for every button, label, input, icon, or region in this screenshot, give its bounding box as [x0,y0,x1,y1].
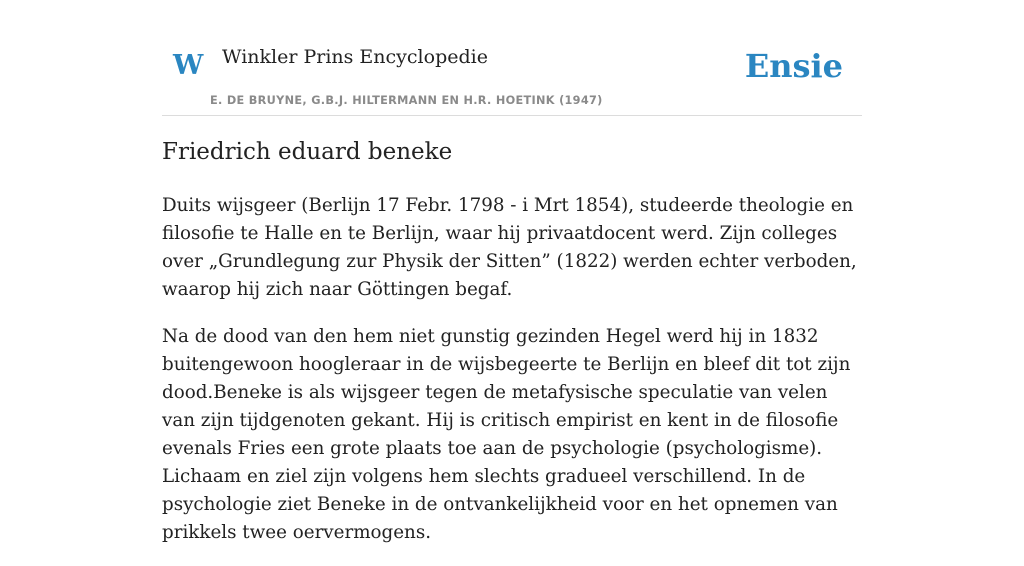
source-title: Winkler Prins Encyclopedie [222,46,488,68]
article-paragraph: Na de dood van den hem niet gunstig gezinden Hegel werd hij in 1832 buitengewoon hoogleraar in de wijsbegeerte te Berlijn en bleef dit tot zijn dood.Beneke is als wijsgeer tegen de metafysische speculatie van velen van zijn tijdgenoten gekant. Hij is critisch empirist en kent in de filosofie evenals Fries een grote plaats toe aan de psychologie (psychologisme). Lichaam en ziel zijn volgens hem slechts gradueel verschillend. In de psychologie ziet Beneke in de ontvankelijkheid voor en het opnemen van prikkels twee oervermogens. [162,326,851,543]
ensie-brand-link[interactable]: Ensie [744,47,843,85]
winkler-prins-logo-icon: W [173,50,204,81]
article-body [162,192,862,566]
article-paragraph: Duits wijsgeer (Berlijn 17 Febr. 1798 - i Mrt 1854), studeerde theologie en filosofie te Halle en te Berlijn, waar hij privaatdocent werd. Zijn colleges over „Grundlegung zur Physik der Sitten” (1822) werden echter verboden, waarop hij zich naar Göttingen begaf. [162,195,857,300]
source-authors: E. DE BRUYNE, G.B.J. HILTERMANN EN H.R. HOETINK (1947) [210,94,603,107]
article-title: Friedrich eduard beneke [162,139,453,165]
source-header [162,30,862,116]
